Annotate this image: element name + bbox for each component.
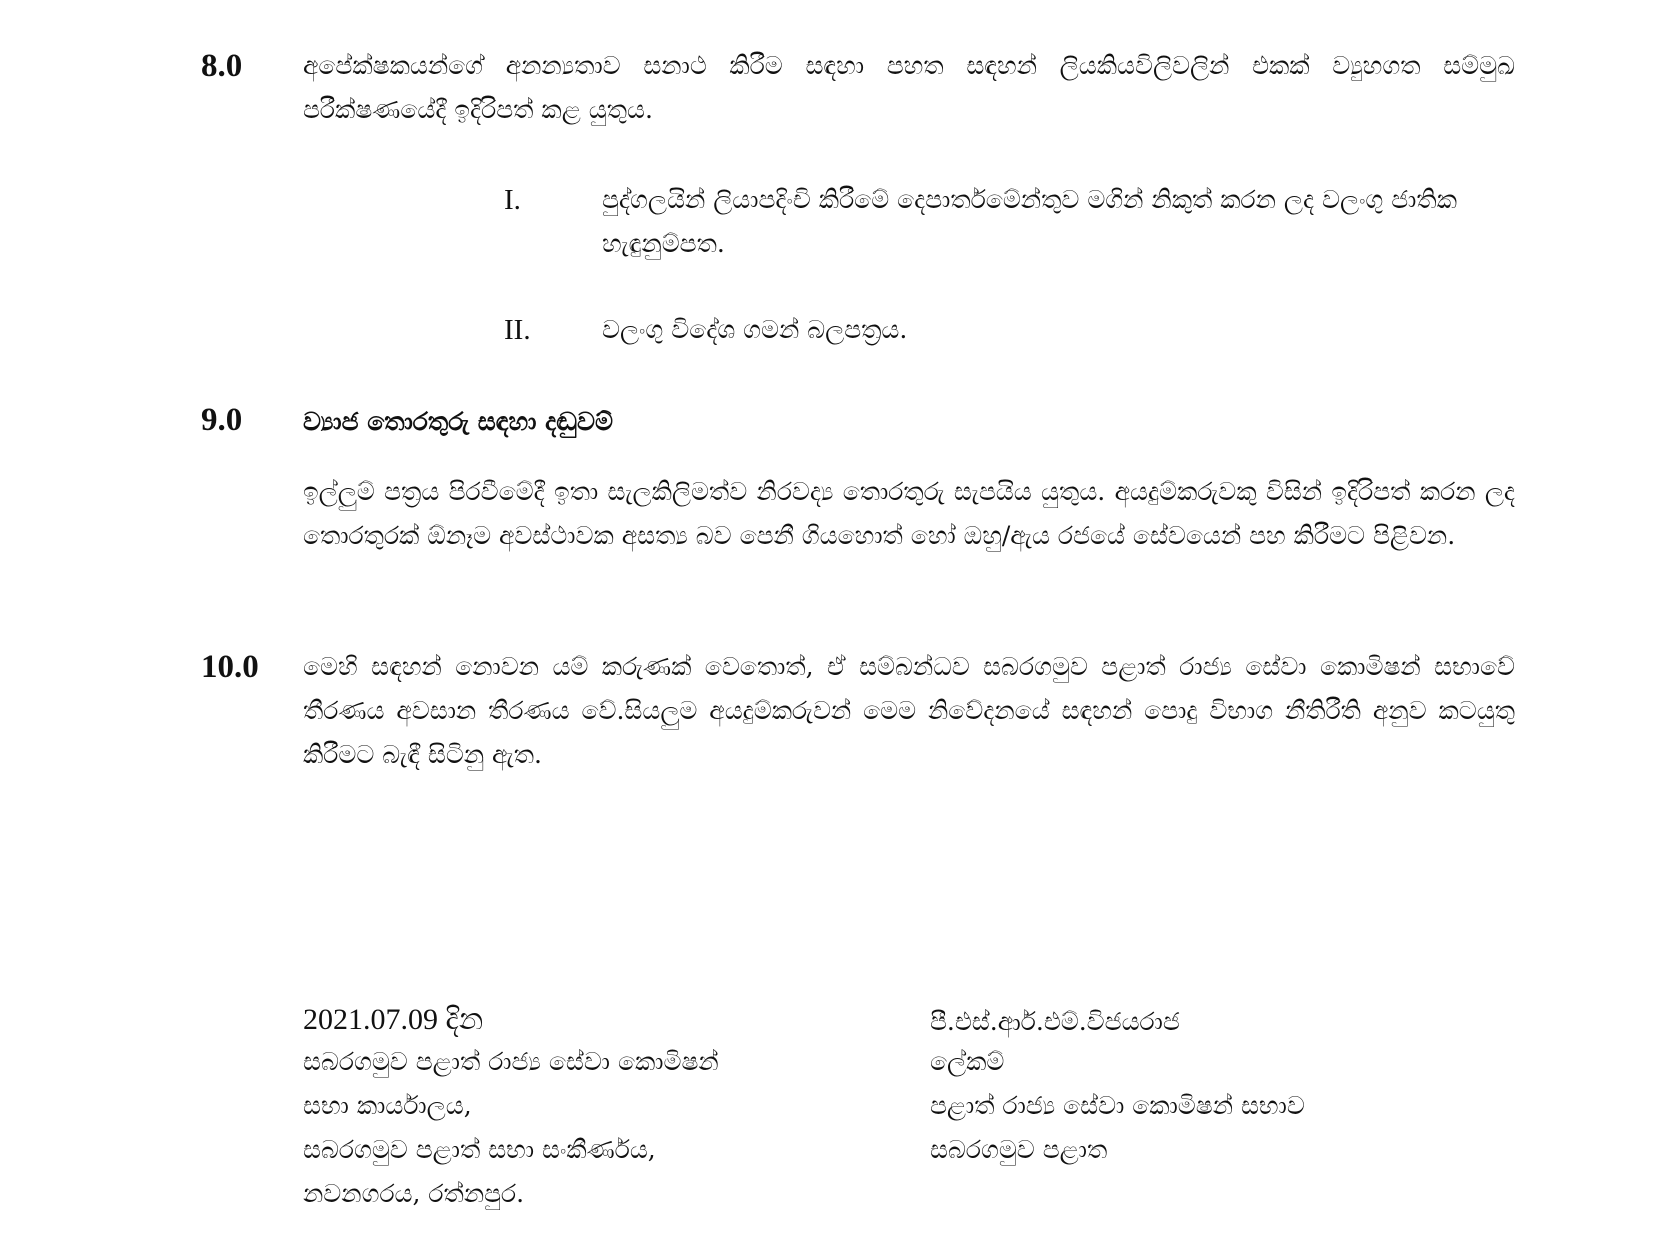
signatory-organization: පළාත් රාජ්‍ය සේවා කොමිෂන් සභාව [930, 1091, 1305, 1120]
office-address-line: සබරගමුව පළාත් රාජ්‍ය සේවා කොමිෂන් [303, 1047, 719, 1076]
section-text: අපේක්ෂකයන්ගේ අනන්‍යතාව සනාථ කිරීම සඳහා පහත සඳහන් ලියකියවිලිවලින් එකක් ව්‍යුහගත සම්මුඛ පරීක්ෂණයේදී ඉදිරිපත් කළ යුතුය. [303, 51, 1515, 124]
section-number: 8.0 [201, 48, 243, 84]
signatory-name: පී.එස්.ආර්.එම්.විජයරාජ [930, 1007, 1180, 1036]
office-address-line: සභා කාර්යාලය, [303, 1091, 472, 1120]
signatory-title: ලේකම් [930, 1047, 1005, 1076]
issue-date: 2021.07.09 දින [303, 1003, 484, 1036]
section-number: 9.0 [201, 402, 243, 438]
list-item-text: වලංගු විදේශ ගමන් බලපත්‍රය. [602, 315, 908, 344]
section-number: 10.0 [201, 649, 259, 685]
list-item-numeral: II. [504, 314, 531, 346]
section-title: ව්‍යාජ තොරතුරු සඳහා දඬුවම් [303, 407, 613, 436]
office-address-line: නවනගරය, රත්නපුර. [303, 1179, 525, 1208]
section-text: ඉල්ලුම් පත්‍රය පිරවීමේදී ඉතා සැලකිලිමත්ව නිරවද්‍ය තොරතුරු සැපයිය යුතුය. අයදුම්කරුවකු විසින් ඉදිරිපත් කරන ලද තොරතුරක් ඕනෑම අවස්ථාවක අසත්‍ය බව පෙනී ගියහොත් හෝ ඔහු/ඇය රජයේ සේවයෙන් පහ කිරීමට පිළිවන. [303, 477, 1515, 550]
list-item-numeral: I. [504, 184, 521, 216]
list-item-text: පුද්ගලයින් ලියාපදිංචි කිරීමේ දෙපාර්තමේන්තුව මගින් නිකුත් කරන ලද වලංගු ජාතික හැඳුනුම්පත. [602, 185, 1457, 258]
office-address-line: සබරගමුව පළාත් සභා සංකීර්ණය, [303, 1135, 656, 1164]
section-text: මෙහි සඳහන් නොවන යම් කරුණක් වෙතොත්, ඒ සම්බන්ධව සබරගමුව පළාත් රාජ්‍ය සේවා කොමිෂන් සභාවේ තීරණය අවසාන තීරණය වේ.සියලුම අයදුම්කරුවන් මෙම නිවේදනයේ සඳහන් පොදු විභාග නීතිරීති අනුව කටයුතු කිරීමට බැඳී සිටිනු ඇත. [303, 652, 1515, 769]
signatory-province: සබරගමුව පළාත [930, 1135, 1108, 1164]
